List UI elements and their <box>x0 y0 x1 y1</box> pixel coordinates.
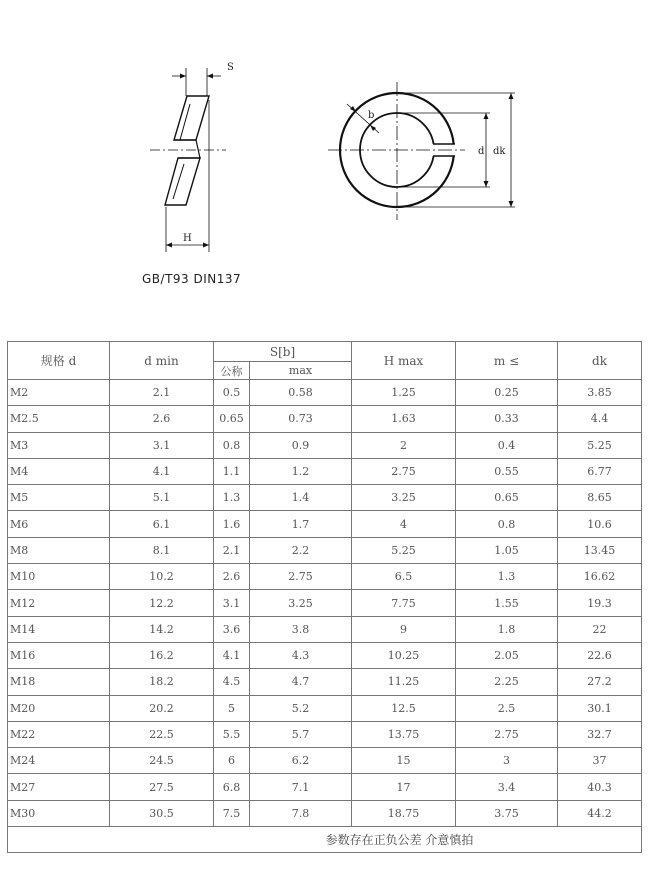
cell-m: 1.8 <box>456 616 558 642</box>
cell-s-nom: 3.1 <box>214 590 250 616</box>
cell-h-max: 5.25 <box>352 537 456 563</box>
cell-dk: 32.7 <box>558 721 642 747</box>
table-row <box>8 537 642 563</box>
cell-s-nom: 6 <box>214 748 250 774</box>
cell-m: 3 <box>456 748 558 774</box>
cell-dk: 44.2 <box>558 800 642 826</box>
cell-m: 0.8 <box>456 511 558 537</box>
cell-s-max: 6.2 <box>250 748 352 774</box>
cell-m: 1.3 <box>456 564 558 590</box>
cell-dk: 22.6 <box>558 642 642 668</box>
cell-d-min: 22.5 <box>110 721 214 747</box>
cell-s-max: 4.3 <box>250 642 352 668</box>
cell-d-min: 24.5 <box>110 748 214 774</box>
cell-d-min: 20.2 <box>110 695 214 721</box>
cell-d-min: 4.1 <box>110 458 214 484</box>
table-row <box>8 380 642 406</box>
cell-s-max: 0.9 <box>250 432 352 458</box>
cell-h-max: 2 <box>352 432 456 458</box>
cell-s-max: 2.2 <box>250 537 352 563</box>
cell-s-max: 5.7 <box>250 721 352 747</box>
cell-s-max: 1.7 <box>250 511 352 537</box>
header-spec: 规格 d <box>8 342 110 380</box>
cell-spec: M16 <box>8 642 110 668</box>
cell-s-max: 3.25 <box>250 590 352 616</box>
cell-s-max: 1.4 <box>250 485 352 511</box>
cell-m: 2.25 <box>456 669 558 695</box>
cell-dk: 16.62 <box>558 564 642 590</box>
label-b: b <box>368 110 375 121</box>
table-row <box>8 642 642 668</box>
table-row <box>8 511 642 537</box>
cell-s-max: 7.1 <box>250 774 352 800</box>
cell-s-max: 7.8 <box>250 800 352 826</box>
cell-s-nom: 5 <box>214 695 250 721</box>
cell-spec: M18 <box>8 669 110 695</box>
label-h: H <box>183 233 192 244</box>
table-row <box>8 432 642 458</box>
cell-m: 0.33 <box>456 406 558 432</box>
cell-m: 1.05 <box>456 537 558 563</box>
cell-spec: M24 <box>8 748 110 774</box>
cell-s-nom: 7.5 <box>214 800 250 826</box>
cell-h-max: 17 <box>352 774 456 800</box>
cell-h-max: 2.75 <box>352 458 456 484</box>
label-dk: dk <box>493 146 506 157</box>
cell-m: 0.25 <box>456 380 558 406</box>
tolerance-note: 参数存在正负公差 介意慎拍 <box>8 827 642 853</box>
table-row <box>8 564 642 590</box>
spec-table <box>7 341 642 853</box>
cell-s-nom: 3.6 <box>214 616 250 642</box>
cell-spec: M5 <box>8 485 110 511</box>
cell-s-nom: 1.3 <box>214 485 250 511</box>
cell-h-max: 6.5 <box>352 564 456 590</box>
cell-s-nom: 4.5 <box>214 669 250 695</box>
cell-s-nom: 1.1 <box>214 458 250 484</box>
cell-dk: 3.85 <box>558 380 642 406</box>
cell-h-max: 12.5 <box>352 695 456 721</box>
cell-h-max: 11.25 <box>352 669 456 695</box>
cell-d-min: 30.5 <box>110 800 214 826</box>
table-row <box>8 774 642 800</box>
cell-s-max: 0.58 <box>250 380 352 406</box>
cell-spec: M30 <box>8 800 110 826</box>
cell-dk: 19.3 <box>558 590 642 616</box>
spec-table-body <box>8 380 642 827</box>
table-row <box>8 406 642 432</box>
cell-h-max: 3.25 <box>352 485 456 511</box>
cell-dk: 8.65 <box>558 485 642 511</box>
cell-d-min: 2.1 <box>110 380 214 406</box>
header-m: m ≤ <box>456 342 558 380</box>
cell-m: 0.4 <box>456 432 558 458</box>
cell-d-min: 6.1 <box>110 511 214 537</box>
cell-d-min: 27.5 <box>110 774 214 800</box>
table-row <box>8 616 642 642</box>
cell-dk: 22 <box>558 616 642 642</box>
cell-d-min: 12.2 <box>110 590 214 616</box>
cell-s-max: 5.2 <box>250 695 352 721</box>
cell-h-max: 1.63 <box>352 406 456 432</box>
cell-h-max: 9 <box>352 616 456 642</box>
table-row <box>8 748 642 774</box>
cell-dk: 13.45 <box>558 537 642 563</box>
table-row <box>8 485 642 511</box>
washer-technical-drawing <box>0 0 650 300</box>
table-row <box>8 695 642 721</box>
header-dk: dk <box>558 342 642 380</box>
cell-dk: 37 <box>558 748 642 774</box>
header-s-max: max <box>250 362 352 380</box>
cell-d-min: 5.1 <box>110 485 214 511</box>
cell-s-nom: 2.6 <box>214 564 250 590</box>
cell-s-nom: 0.5 <box>214 380 250 406</box>
cell-m: 1.55 <box>456 590 558 616</box>
cell-m: 2.75 <box>456 721 558 747</box>
cell-s-nom: 2.1 <box>214 537 250 563</box>
cell-spec: M14 <box>8 616 110 642</box>
cell-h-max: 7.75 <box>352 590 456 616</box>
cell-s-max: 4.7 <box>250 669 352 695</box>
cell-dk: 10.6 <box>558 511 642 537</box>
cell-spec: M22 <box>8 721 110 747</box>
table-row <box>8 800 642 826</box>
header-h-max: H max <box>352 342 456 380</box>
cell-m: 3.75 <box>456 800 558 826</box>
header-s-b: S[b] <box>214 342 352 362</box>
cell-d-min: 14.2 <box>110 616 214 642</box>
cell-h-max: 15 <box>352 748 456 774</box>
cell-s-nom: 0.65 <box>214 406 250 432</box>
cell-spec: M8 <box>8 537 110 563</box>
standard-caption: GB/T93 DIN137 <box>142 272 242 286</box>
cell-s-max: 0.73 <box>250 406 352 432</box>
cell-spec: M2 <box>8 380 110 406</box>
cell-m: 2.05 <box>456 642 558 668</box>
cell-dk: 5.25 <box>558 432 642 458</box>
cell-dk: 40.3 <box>558 774 642 800</box>
cell-dk: 27.2 <box>558 669 642 695</box>
cell-d-min: 10.2 <box>110 564 214 590</box>
cell-h-max: 4 <box>352 511 456 537</box>
label-s: S <box>227 62 234 73</box>
cell-s-nom: 6.8 <box>214 774 250 800</box>
cell-spec: M3 <box>8 432 110 458</box>
header-s-nominal: 公称 <box>214 362 250 380</box>
table-row <box>8 590 642 616</box>
cell-dk: 30.1 <box>558 695 642 721</box>
washer-front-view <box>328 82 515 220</box>
label-d: d <box>478 146 485 157</box>
cell-s-nom: 1.6 <box>214 511 250 537</box>
cell-spec: M2.5 <box>8 406 110 432</box>
cell-m: 3.4 <box>456 774 558 800</box>
cell-dk: 4.4 <box>558 406 642 432</box>
cell-spec: M20 <box>8 695 110 721</box>
cell-h-max: 18.75 <box>352 800 456 826</box>
cell-h-max: 13.75 <box>352 721 456 747</box>
cell-s-nom: 4.1 <box>214 642 250 668</box>
table-row <box>8 458 642 484</box>
table-row <box>8 721 642 747</box>
washer-side-view <box>150 68 226 252</box>
cell-d-min: 8.1 <box>110 537 214 563</box>
cell-spec: M10 <box>8 564 110 590</box>
cell-spec: M6 <box>8 511 110 537</box>
cell-spec: M27 <box>8 774 110 800</box>
cell-s-max: 2.75 <box>250 564 352 590</box>
cell-s-nom: 0.8 <box>214 432 250 458</box>
cell-d-min: 16.2 <box>110 642 214 668</box>
cell-s-max: 3.8 <box>250 616 352 642</box>
header-d-min: d min <box>110 342 214 380</box>
cell-m: 2.5 <box>456 695 558 721</box>
cell-s-nom: 5.5 <box>214 721 250 747</box>
cell-d-min: 3.1 <box>110 432 214 458</box>
cell-d-min: 18.2 <box>110 669 214 695</box>
cell-dk: 6.77 <box>558 458 642 484</box>
table-row <box>8 669 642 695</box>
cell-spec: M4 <box>8 458 110 484</box>
cell-m: 0.55 <box>456 458 558 484</box>
cell-d-min: 2.6 <box>110 406 214 432</box>
cell-spec: M12 <box>8 590 110 616</box>
cell-h-max: 1.25 <box>352 380 456 406</box>
cell-m: 0.65 <box>456 485 558 511</box>
cell-h-max: 10.25 <box>352 642 456 668</box>
cell-s-max: 1.2 <box>250 458 352 484</box>
